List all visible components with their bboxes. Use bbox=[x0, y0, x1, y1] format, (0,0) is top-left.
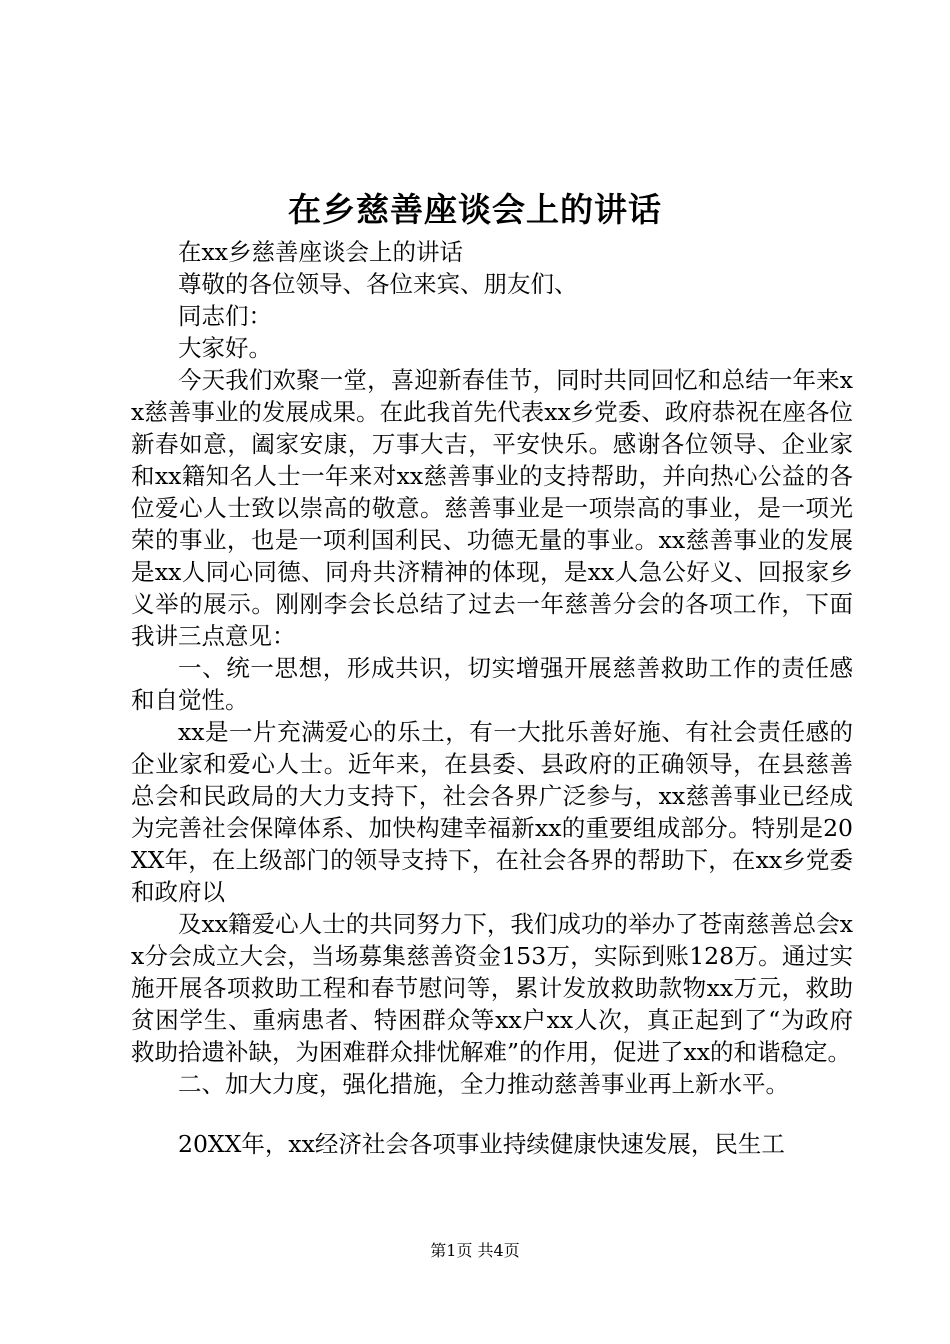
body-paragraph: 尊敬的各位领导、各位来宾、朋友们、 bbox=[178, 270, 578, 298]
section-heading: 一、统一思想，形成共识，切实增强开展慈善救助工作的责任感和自觉性。 bbox=[131, 654, 853, 714]
document-body bbox=[131, 236, 853, 1160]
page-number: 第1页 共4页 bbox=[430, 1241, 520, 1260]
section-heading: 二、加大力度，强化措施，全力推动慈善事业再上新水平。 bbox=[178, 1070, 789, 1098]
body-paragraph: 20XX年，xx经济社会各项事业持续健康快速发展，民生工 bbox=[178, 1130, 785, 1158]
body-paragraph: xx是一片充满爱心的乐土，有一大批乐善好施、有社会责任感的企业家和爱心人士。近年来，在县委、县政府的正确领导，在县慈善总会和民政局的大力支持下，社会各界广泛参与，xx慈善事业已经成为完善社会保障体系、加快构建幸福新xx的重要组成部分。特别是20XX年，在上级部门的领导支持下，在社会各界的帮助下，在xx乡党委和政府以 bbox=[131, 718, 853, 906]
paragraph-gap bbox=[131, 1100, 853, 1128]
body-paragraph: 在xx乡慈善座谈会上的讲话 bbox=[178, 238, 464, 266]
body-paragraph: 同志们： bbox=[178, 302, 272, 330]
body-paragraph: 今天我们欢聚一堂，喜迎新春佳节，同时共同回忆和总结一年来xx慈善事业的发展成果。在此我首先代表xx乡党委、政府恭祝在座各位新春如意，阖家安康，万事大吉，平安快乐。感谢各位领导、企业家和xx籍知名人士一年来对xx慈善事业的支持帮助，并向热心公益的各位爱心人士致以崇高的敬意。慈善事业是一项崇高的事业，是一项光荣的事业，也是一项利国利民、功德无量的事业。xx慈善事业的发展是xx人同心同德、同舟共济精神的体现，是xx人急公好义、回报家乡义举的展示。刚刚李会长总结了过去一年慈善分会的各项工作，下面我讲三点意见： bbox=[131, 366, 853, 650]
document-title: 在乡慈善座谈会上的讲话 bbox=[288, 190, 662, 229]
body-paragraph: 及xx籍爱心人士的共同努力下，我们成功的举办了苍南慈善总会xx分会成立大会，当场募集慈善资金153万，实际到账128万。通过实施开展各项救助工程和春节慰问等，累计发放救助款物xx万元，救助贫困学生、重病患者、特困群众等xx户xx人次，真正起到了“为政府救助拾遗补缺，为困难群众排忧解难”的作用，促进了xx的和谐稳定。 bbox=[131, 910, 853, 1066]
body-paragraph: 大家好。 bbox=[178, 334, 272, 362]
